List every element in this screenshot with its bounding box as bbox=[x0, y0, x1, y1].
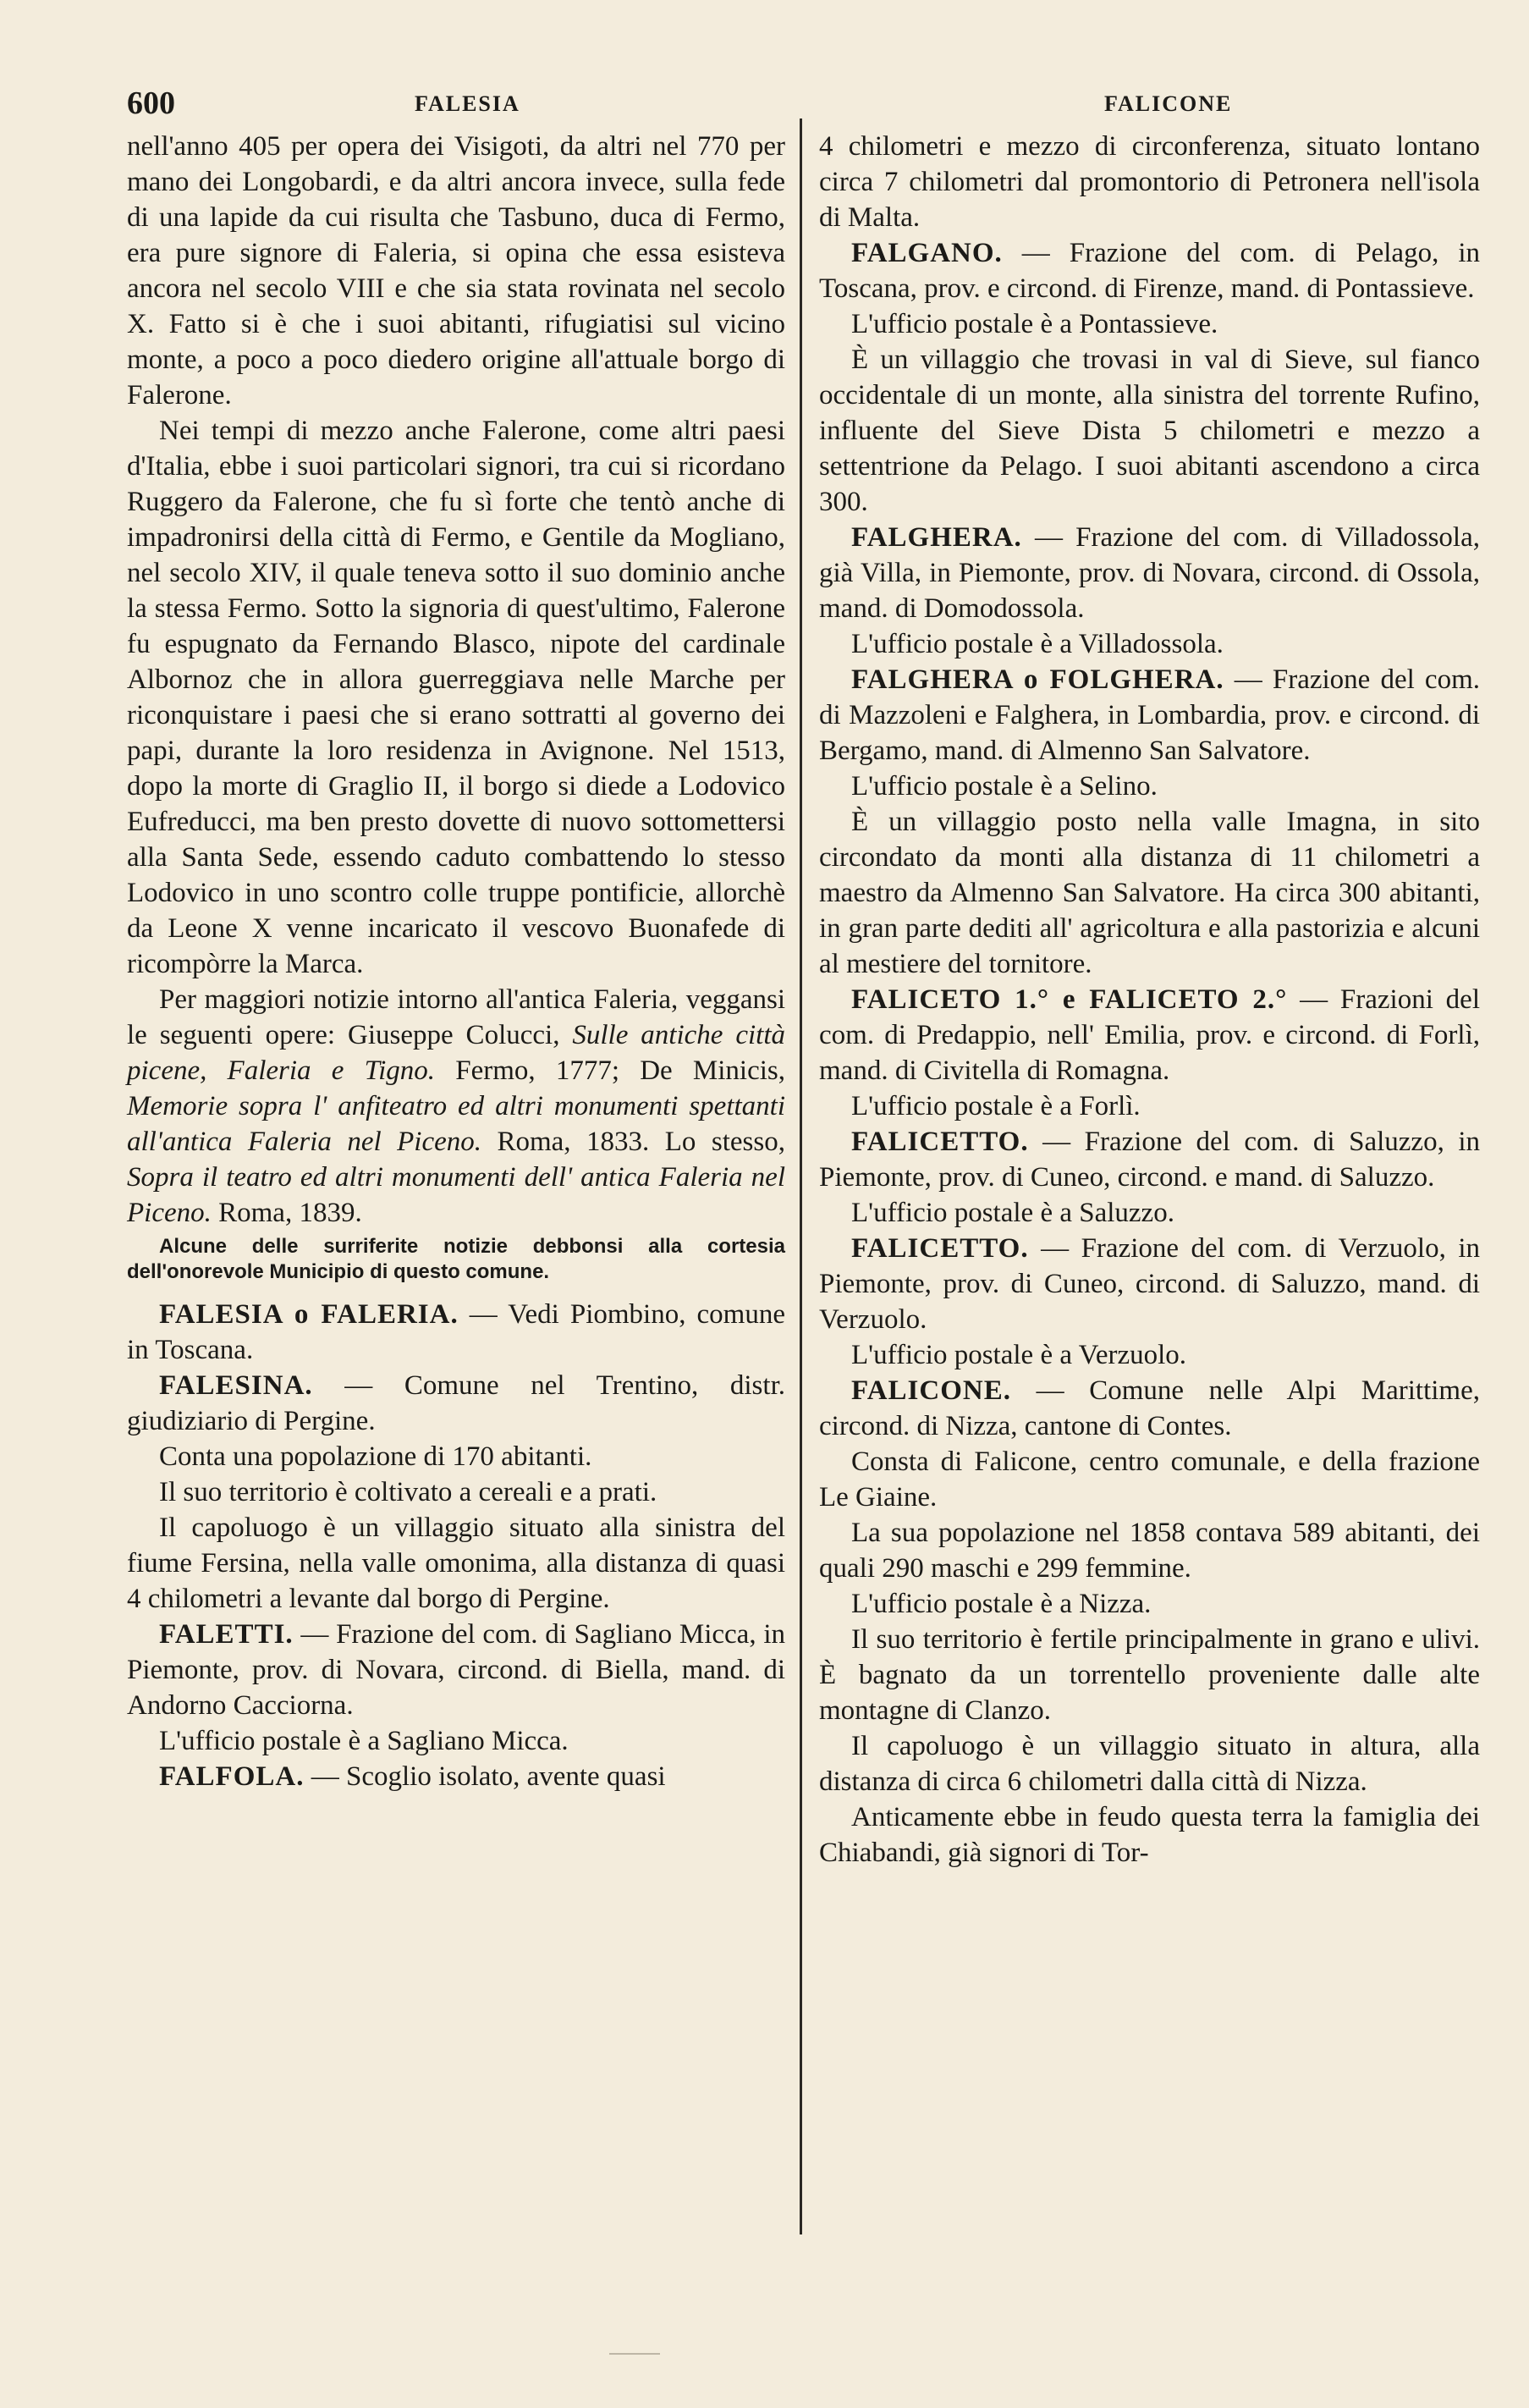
book-title: Memorie sopra l' anfiteatro ed altri monumenti spettanti all'antica Faleria nel Piceno. bbox=[127, 1091, 785, 1157]
page-number: 600 bbox=[127, 85, 175, 121]
entry-text: — Frazione del com. di Villadossola, già Villa, in Piemonte, prov. di Novara, circond. di Ossola, mand. di Domodossola. bbox=[819, 522, 1480, 624]
entry-falesia bbox=[127, 1297, 785, 1368]
running-header bbox=[0, 85, 1529, 127]
paragraph: L'ufficio postale è a Villadossola. bbox=[851, 629, 1224, 659]
entry-text: — Frazione del com. di Mazzoleni e Falghera, in Lombardia, prov. e circond. di Bergamo, mand. di Almenno San Salvatore. bbox=[819, 664, 1480, 766]
paragraph: L'ufficio postale è a Forlì. bbox=[851, 1091, 1141, 1121]
paragraph: È un villaggio che trovasi in val di Sieve, sul fianco occidentale di un monte, alla sinistra del torrente Rufino, influente del Sieve Dista 5 chilometri e mezzo a settentrione da Pelago. I suoi abitanti ascendono a circa 300. bbox=[819, 344, 1480, 517]
entry-heading: FALETTI. bbox=[159, 1619, 294, 1650]
entry-falicetto-saluzzo bbox=[819, 1124, 1480, 1195]
entry-heading: FALFOLA. bbox=[159, 1761, 305, 1792]
paragraph: Consta di Falicone, centro comunale, e della frazione Le Giaine. bbox=[819, 1446, 1480, 1513]
bibliography-paragraph bbox=[127, 982, 785, 1231]
entry-heading: FALICETTO. bbox=[851, 1127, 1029, 1157]
entry-heading: FALESIA o FALERIA. bbox=[159, 1299, 459, 1330]
right-running-head: FALICONE bbox=[1104, 91, 1233, 116]
entry-text: — Comune nel Trentino, distr. giudiziario di Pergine. bbox=[127, 1370, 785, 1436]
paragraph: L'ufficio postale è a Pontassieve. bbox=[851, 309, 1218, 339]
entry-heading: FALGHERA. bbox=[851, 522, 1022, 553]
book-title: Sopra il teatro ed altri monumenti dell' antica Faleria nel Piceno. bbox=[127, 1162, 785, 1228]
entry-text: — Scoglio isolato, avente quasi bbox=[304, 1761, 666, 1792]
paragraph: Il suo territorio è fertile principalmente in grano e ulivi. È bagnato da un torrentello proveniente dalle alte montagne di Clanzo. bbox=[819, 1624, 1480, 1726]
entry-text: — Frazione del com. di Sagliano Micca, in Piemonte, prov. di Novara, circond. di Biella, mand. di Andorno Cacciorna. bbox=[127, 1619, 785, 1721]
entry-heading: FALESINA. bbox=[159, 1370, 313, 1401]
entry-faliceto bbox=[819, 982, 1480, 1088]
paragraph: Nei tempi di mezzo anche Falerone, come altri paesi d'Italia, ebbe i suoi particolari signori, tra cui si ricordano Ruggero da Falerone, che fu sì forte che tentò anche di impadronirsi della città di Fermo, e Gentile da Mogliano, nel secolo XIV, il quale teneva sotto il suo dominio anche la stessa Fermo. Sotto la signoria di quest'ultimo, Falerone fu espugnato da Fernando Blasco, nipote del cardinale Albornoz che in allora guerreggiava nelle Marche per riconquistare i paesi che si erano sottratti al governo dei papi, durante la loro residenza in Avignone. Nel 1513, dopo la morte di Graglio II, il borgo si diede a Lodovico Eufreducci, ma ben presto dovette di nuovo sottomettersi alla Santa Sede, essendo caduto combattendo lo stesso Lodovico in uno scontro colle truppe pontificie, allorchè da Leone X venne incaricato il vescovo Buonafede di ricompòrre la Marca. bbox=[127, 416, 785, 979]
left-running-head: FALESIA bbox=[415, 91, 520, 116]
paragraph: Il capoluogo è un villaggio situato in altura, alla distanza di circa 6 chilometri dalla città di Nizza. bbox=[819, 1731, 1480, 1797]
paragraph: 4 chilometri e mezzo di circonferenza, situato lontano circa 7 chilometri dal promontorio di Petronera nell'isola di Malta. bbox=[819, 131, 1480, 233]
entry-text: — Frazione del com. di Pelago, in Toscana, prov. e circond. di Firenze, mand. di Pontassieve. bbox=[819, 238, 1480, 304]
paragraph: L'ufficio postale è a Verzuolo. bbox=[851, 1340, 1187, 1370]
paragraph: Anticamente ebbe in feudo questa terra la famiglia dei Chiabandi, già signori di Tor- bbox=[819, 1802, 1480, 1868]
entry-text: — Comune nelle Alpi Marittime, circond. di Nizza, cantone di Contes. bbox=[819, 1375, 1480, 1441]
entry-falgano bbox=[819, 235, 1480, 306]
entry-heading: FALGHERA o FOLGHERA. bbox=[851, 664, 1224, 695]
entry-text: — Frazioni del com. di Predappio, nell' Emilia, prov. e circond. di Forlì, mand. di Civitella di Romagna. bbox=[819, 984, 1480, 1086]
book-title: Sulle antiche città picene, Faleria e Tigno. bbox=[127, 1020, 785, 1086]
paragraph: È un villaggio posto nella valle Imagna, in sito circondato da monti alla distanza di 11 chilometri a maestro da Almenno San Salvatore. Ha circa 300 abitanti, in gran parte dediti all' agricoltura e alla pastorizia e alcuni al mestiere del tornitore. bbox=[819, 807, 1480, 979]
entry-heading: FALICETO 1.° e FALICETO 2.° bbox=[851, 984, 1288, 1015]
entry-heading: FALGANO. bbox=[851, 238, 1003, 268]
text: Per maggiori notizie intorno all'antica Faleria, veggansi le seguenti opere: Giuseppe Colucci, bbox=[127, 984, 785, 1050]
paragraph: Il capoluogo è un villaggio situato alla sinistra del fiume Fersina, nella valle omonima, alla distanza di quasi 4 chilometri a levante dal borgo di Pergine. bbox=[127, 1513, 785, 1614]
right-column bbox=[819, 129, 1480, 1871]
paragraph: Conta una popolazione di 170 abitanti. bbox=[159, 1441, 592, 1472]
paragraph: L'ufficio postale è a Selino. bbox=[851, 771, 1158, 802]
left-column bbox=[127, 129, 785, 1794]
paragraph: L'ufficio postale è a Nizza. bbox=[851, 1589, 1152, 1619]
entry-faletti bbox=[127, 1617, 785, 1723]
entry-falicetto-verzuolo bbox=[819, 1231, 1480, 1337]
footer-mark bbox=[609, 2353, 660, 2355]
text: Roma, 1833. Lo stesso, bbox=[481, 1127, 785, 1157]
paragraph: L'ufficio postale è a Saluzzo. bbox=[851, 1198, 1174, 1228]
entry-text: — Frazione del com. di Saluzzo, in Piemonte, prov. di Cuneo, circond. e mand. di Saluzzo. bbox=[819, 1127, 1480, 1193]
paragraph: La sua popolazione nel 1858 contava 589 abitanti, dei quali 290 maschi e 299 femmine. bbox=[819, 1518, 1480, 1584]
column-divider bbox=[800, 118, 802, 2234]
paragraph: L'ufficio postale è a Sagliano Micca. bbox=[159, 1726, 569, 1756]
paragraph: nell'anno 405 per opera dei Visigoti, da altri nel 770 per mano dei Longobardi, e da altri ancora invece, sulla fede di una lapide da cui risulta che Tasbuno, duca di Fermo, era pure signore di Faleria, si opina che essa esisteva ancora nel secolo VIII e che sia stata rovinata nel secolo X. Fatto si è che i suoi abitanti, rifugiatisi sul vicino monte, a poco a poco diedero origine all'attuale borgo di Falerone. bbox=[127, 131, 785, 411]
entry-falicone bbox=[819, 1373, 1480, 1444]
entry-falfola bbox=[127, 1759, 785, 1794]
paragraph: Il suo territorio è coltivato a cereali e a prati. bbox=[159, 1477, 657, 1507]
text: Fermo, 1777; De Minicis, bbox=[435, 1055, 785, 1086]
text: Roma, 1839. bbox=[211, 1198, 362, 1228]
entry-falesina bbox=[127, 1368, 785, 1439]
footnote: Alcune delle surriferite notizie debbonsi alla cortesia dell'onorevole Municipio di questo comune. bbox=[127, 1235, 785, 1283]
entry-falghera-folghera bbox=[819, 662, 1480, 769]
entry-heading: FALICETTO. bbox=[851, 1233, 1029, 1264]
entry-falghera bbox=[819, 520, 1480, 626]
entry-heading: FALICONE. bbox=[851, 1375, 1011, 1406]
entry-text: — Frazione del com. di Verzuolo, in Piemonte, prov. di Cuneo, circond. di Saluzzo, mand. di Verzuolo. bbox=[819, 1233, 1480, 1335]
entry-text: — Vedi Piombino, comune in Toscana. bbox=[127, 1299, 785, 1365]
